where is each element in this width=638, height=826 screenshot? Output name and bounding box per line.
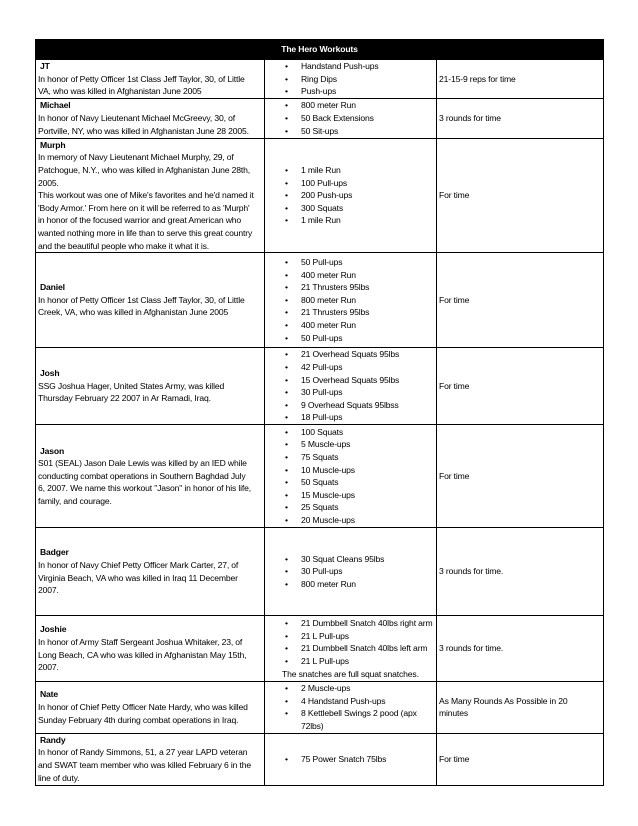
movement-item: • 30 Pull-ups: [285, 386, 434, 399]
movement-item: • 20 Muscle-ups: [285, 514, 434, 527]
workout-description: In honor of Army Staff Sergeant Joshua Whitaker, 23, of Long Beach, CA who was killed in Afghanistan May 15th, 2007.: [38, 637, 247, 673]
workout-name: Murph: [40, 139, 66, 150]
movement-list: [267, 256, 434, 344]
movement-list: [267, 753, 434, 766]
workout-name: Josh: [40, 368, 60, 379]
movement-item: • 1 mile Run: [285, 214, 434, 227]
movement-item: • 300 Squats: [285, 202, 434, 215]
movement-list: [267, 426, 434, 527]
movement-item: • 4 Handstand Push-ups: [285, 695, 434, 708]
movement-list: [267, 99, 434, 137]
workout-movements-cell: [265, 253, 437, 348]
movement-item: • 50 Sit-ups: [285, 125, 434, 138]
workout-name: Jason: [40, 445, 65, 456]
movement-item: • 15 Overhead Squats 95lbs: [285, 374, 434, 387]
workout-movements-cell: [265, 528, 437, 616]
workout-description: In honor of Chief Petty Officer Nate Hardy, who was killed Sunday February 4th during combat operations in Iraq.: [38, 702, 248, 725]
movement-item: • 30 Squat Cleans 95lbs: [285, 553, 434, 566]
movement-item: • 200 Push-ups: [285, 189, 434, 202]
workout-description-cell: [36, 138, 265, 252]
movement-item: • 21 L Pull-ups: [285, 630, 434, 643]
workout-movements-cell: [265, 348, 437, 425]
movement-list: [267, 553, 434, 591]
movement-item: • 21 Dumbbell Snatch 40lbs right arm: [285, 617, 434, 630]
workout-description: In honor of Petty Officer 1st Class Jeff Taylor, 30, of Little VA, who was killed in Afghanistan June 2005: [38, 73, 245, 97]
workout-name: Badger: [40, 547, 69, 558]
workout-name: Nate: [40, 689, 59, 700]
workout-row: [36, 60, 604, 99]
workout-description-cell: [36, 682, 265, 733]
movement-item: • 100 Squats: [285, 426, 434, 439]
workout-name: Daniel: [40, 282, 65, 293]
movement-item: • Ring Dips: [285, 73, 434, 86]
workout-scheme: For time: [437, 348, 604, 425]
movement-item: • 800 meter Run: [285, 578, 434, 591]
movement-item: • 30 Pull-ups: [285, 565, 434, 578]
workout-name: Joshie: [40, 624, 67, 635]
workout-name: Michael: [40, 100, 71, 111]
movement-list: [267, 164, 434, 227]
movement-item: • 10 Muscle-ups: [285, 464, 434, 477]
movement-item: • 800 meter Run: [285, 99, 434, 112]
movement-item: • 21 Thrusters 95lbs: [285, 306, 434, 319]
movement-item: • 50 Pull-ups: [285, 332, 434, 345]
table-title: The Hero Workouts: [36, 40, 604, 60]
movement-item: • 42 Pull-ups: [285, 361, 434, 374]
workout-description: SSG Joshua Hager, United States Army, was killed Thursday February 22 2007 in Ar Ramadi, Iraq.: [38, 380, 225, 404]
movement-list: [267, 682, 434, 732]
movement-item: • 2 Muscle-ups: [285, 682, 434, 695]
workout-row: [36, 425, 604, 528]
workout-rows: [36, 60, 604, 786]
workout-scheme: 3 rounds for time: [437, 98, 604, 138]
workout-scheme: For time: [437, 253, 604, 348]
movement-item: • 50 Squats: [285, 476, 434, 489]
movement-item: • 5 Muscle-ups: [285, 438, 434, 451]
workout-movements-cell: [265, 98, 437, 138]
workout-movements-cell: [265, 733, 437, 785]
workout-movements-cell: [265, 682, 437, 733]
workout-description-cell: [36, 98, 265, 138]
workout-description-cell: [36, 60, 265, 99]
workout-description-cell: [36, 528, 265, 616]
movement-item: • 8 Kettlebell Swings 2 pood (apx 72lbs): [285, 707, 434, 732]
workout-name: Randy: [40, 734, 66, 745]
workout-movements-cell: [265, 60, 437, 99]
movement-item: • 75 Squats: [285, 451, 434, 464]
workout-scheme: For time: [437, 425, 604, 528]
workout-description-cell: [36, 616, 265, 682]
workout-description-cell: [36, 733, 265, 785]
workout-row: [36, 528, 604, 616]
workout-row: [36, 253, 604, 348]
workout-description: In honor of Randy Simmons, 51, a 27 year LAPD veteran and SWAT team member who was killed February 6 in the line of duty.: [38, 747, 252, 783]
movement-item: • 50 Pull-ups: [285, 256, 434, 269]
workout-description-cell: [36, 425, 265, 528]
movement-item: • 100 Pull-ups: [285, 177, 434, 190]
movement-item: • 21 Thrusters 95lbs: [285, 281, 434, 294]
movement-item: • 18 Pull-ups: [285, 411, 434, 424]
movement-item: • 400 meter Run: [285, 319, 434, 332]
workout-description: S01 (SEAL) Jason Dale Lewis was killed by an IED while conducting combat operations in Southern Baghdad July 6, 2007. We name this workout "Jason" in honor of his life, family, and courage.: [38, 458, 252, 507]
movement-item: • Handstand Push-ups: [285, 60, 434, 73]
movement-item: • 800 meter Run: [285, 294, 434, 307]
workout-scheme: For time: [437, 138, 604, 252]
workout-description: In honor of Navy Lieutenant Michael McGreevy, 30, of Portville, NY, who was killed in Afghanistan June 28 2005.: [38, 112, 249, 136]
workout-scheme: 3 rounds for time.: [437, 528, 604, 616]
workout-row: [36, 733, 604, 785]
movement-item: • Push-ups: [285, 85, 434, 98]
workout-description-cell: [36, 348, 265, 425]
workout-description-cell: [36, 253, 265, 348]
movement-list: [267, 60, 434, 98]
movement-item: • 15 Muscle-ups: [285, 489, 434, 502]
workout-description: In honor of Petty Officer 1st Class Jeff Taylor, 30, of Little Creek, VA, who was killed in Afghanistan June 2005: [38, 294, 245, 318]
workout-scheme: 21-15-9 reps for time: [437, 60, 604, 99]
movement-item: • 50 Back Extensions: [285, 112, 434, 125]
workout-row: [36, 682, 604, 733]
hero-workouts-table: [35, 39, 604, 786]
workout-movements-cell: [265, 138, 437, 252]
workout-scheme: As Many Rounds As Possible in 20 minutes: [437, 682, 604, 733]
movement-item: • 21 L Pull-ups: [285, 655, 434, 668]
workout-row: [36, 616, 604, 682]
workout-movements-cell: [265, 425, 437, 528]
workout-note: The snatches are full squat snatches.: [282, 668, 419, 679]
movement-item: • 9 Overhead Squats 95lbss: [285, 399, 434, 412]
workout-description: In memory of Navy Lieutenant Michael Murphy, 29, of Patchogue, N.Y., who was killed in Afghanistan June 28th, 2005. This workout was one of Mike's favorites and he'd named it 'Body Armor.' From here on it will be referred to as 'Murph' in honor of the focused warrior and great American who wanted nothing more in life than to serve this great country and the beautiful people who make it what it is.: [38, 152, 254, 251]
movement-list: [267, 348, 434, 424]
movement-item: • 21 Overhead Squats 95lbs: [285, 348, 434, 361]
workout-row: [36, 348, 604, 425]
workout-movements-cell: [265, 616, 437, 682]
movement-item: • 75 Power Snatch 75lbs: [285, 753, 434, 766]
movement-item: • 25 Squats: [285, 501, 434, 514]
workout-row: [36, 138, 604, 252]
workout-scheme: 3 rounds for time.: [437, 616, 604, 682]
movement-item: • 400 meter Run: [285, 269, 434, 282]
workout-name: JT: [40, 61, 50, 71]
movement-item: • 1 mile Run: [285, 164, 434, 177]
movement-list: [267, 617, 434, 667]
movement-item: • 21 Dumbbell Snatch 40lbs left arm: [285, 642, 434, 655]
workout-scheme: For time: [437, 733, 604, 785]
workout-row: [36, 98, 604, 138]
workout-description: In honor of Navy Chief Petty Officer Mark Carter, 27, of Virginia Beach, VA who was killed in Iraq 11 December 2007.: [38, 560, 239, 596]
